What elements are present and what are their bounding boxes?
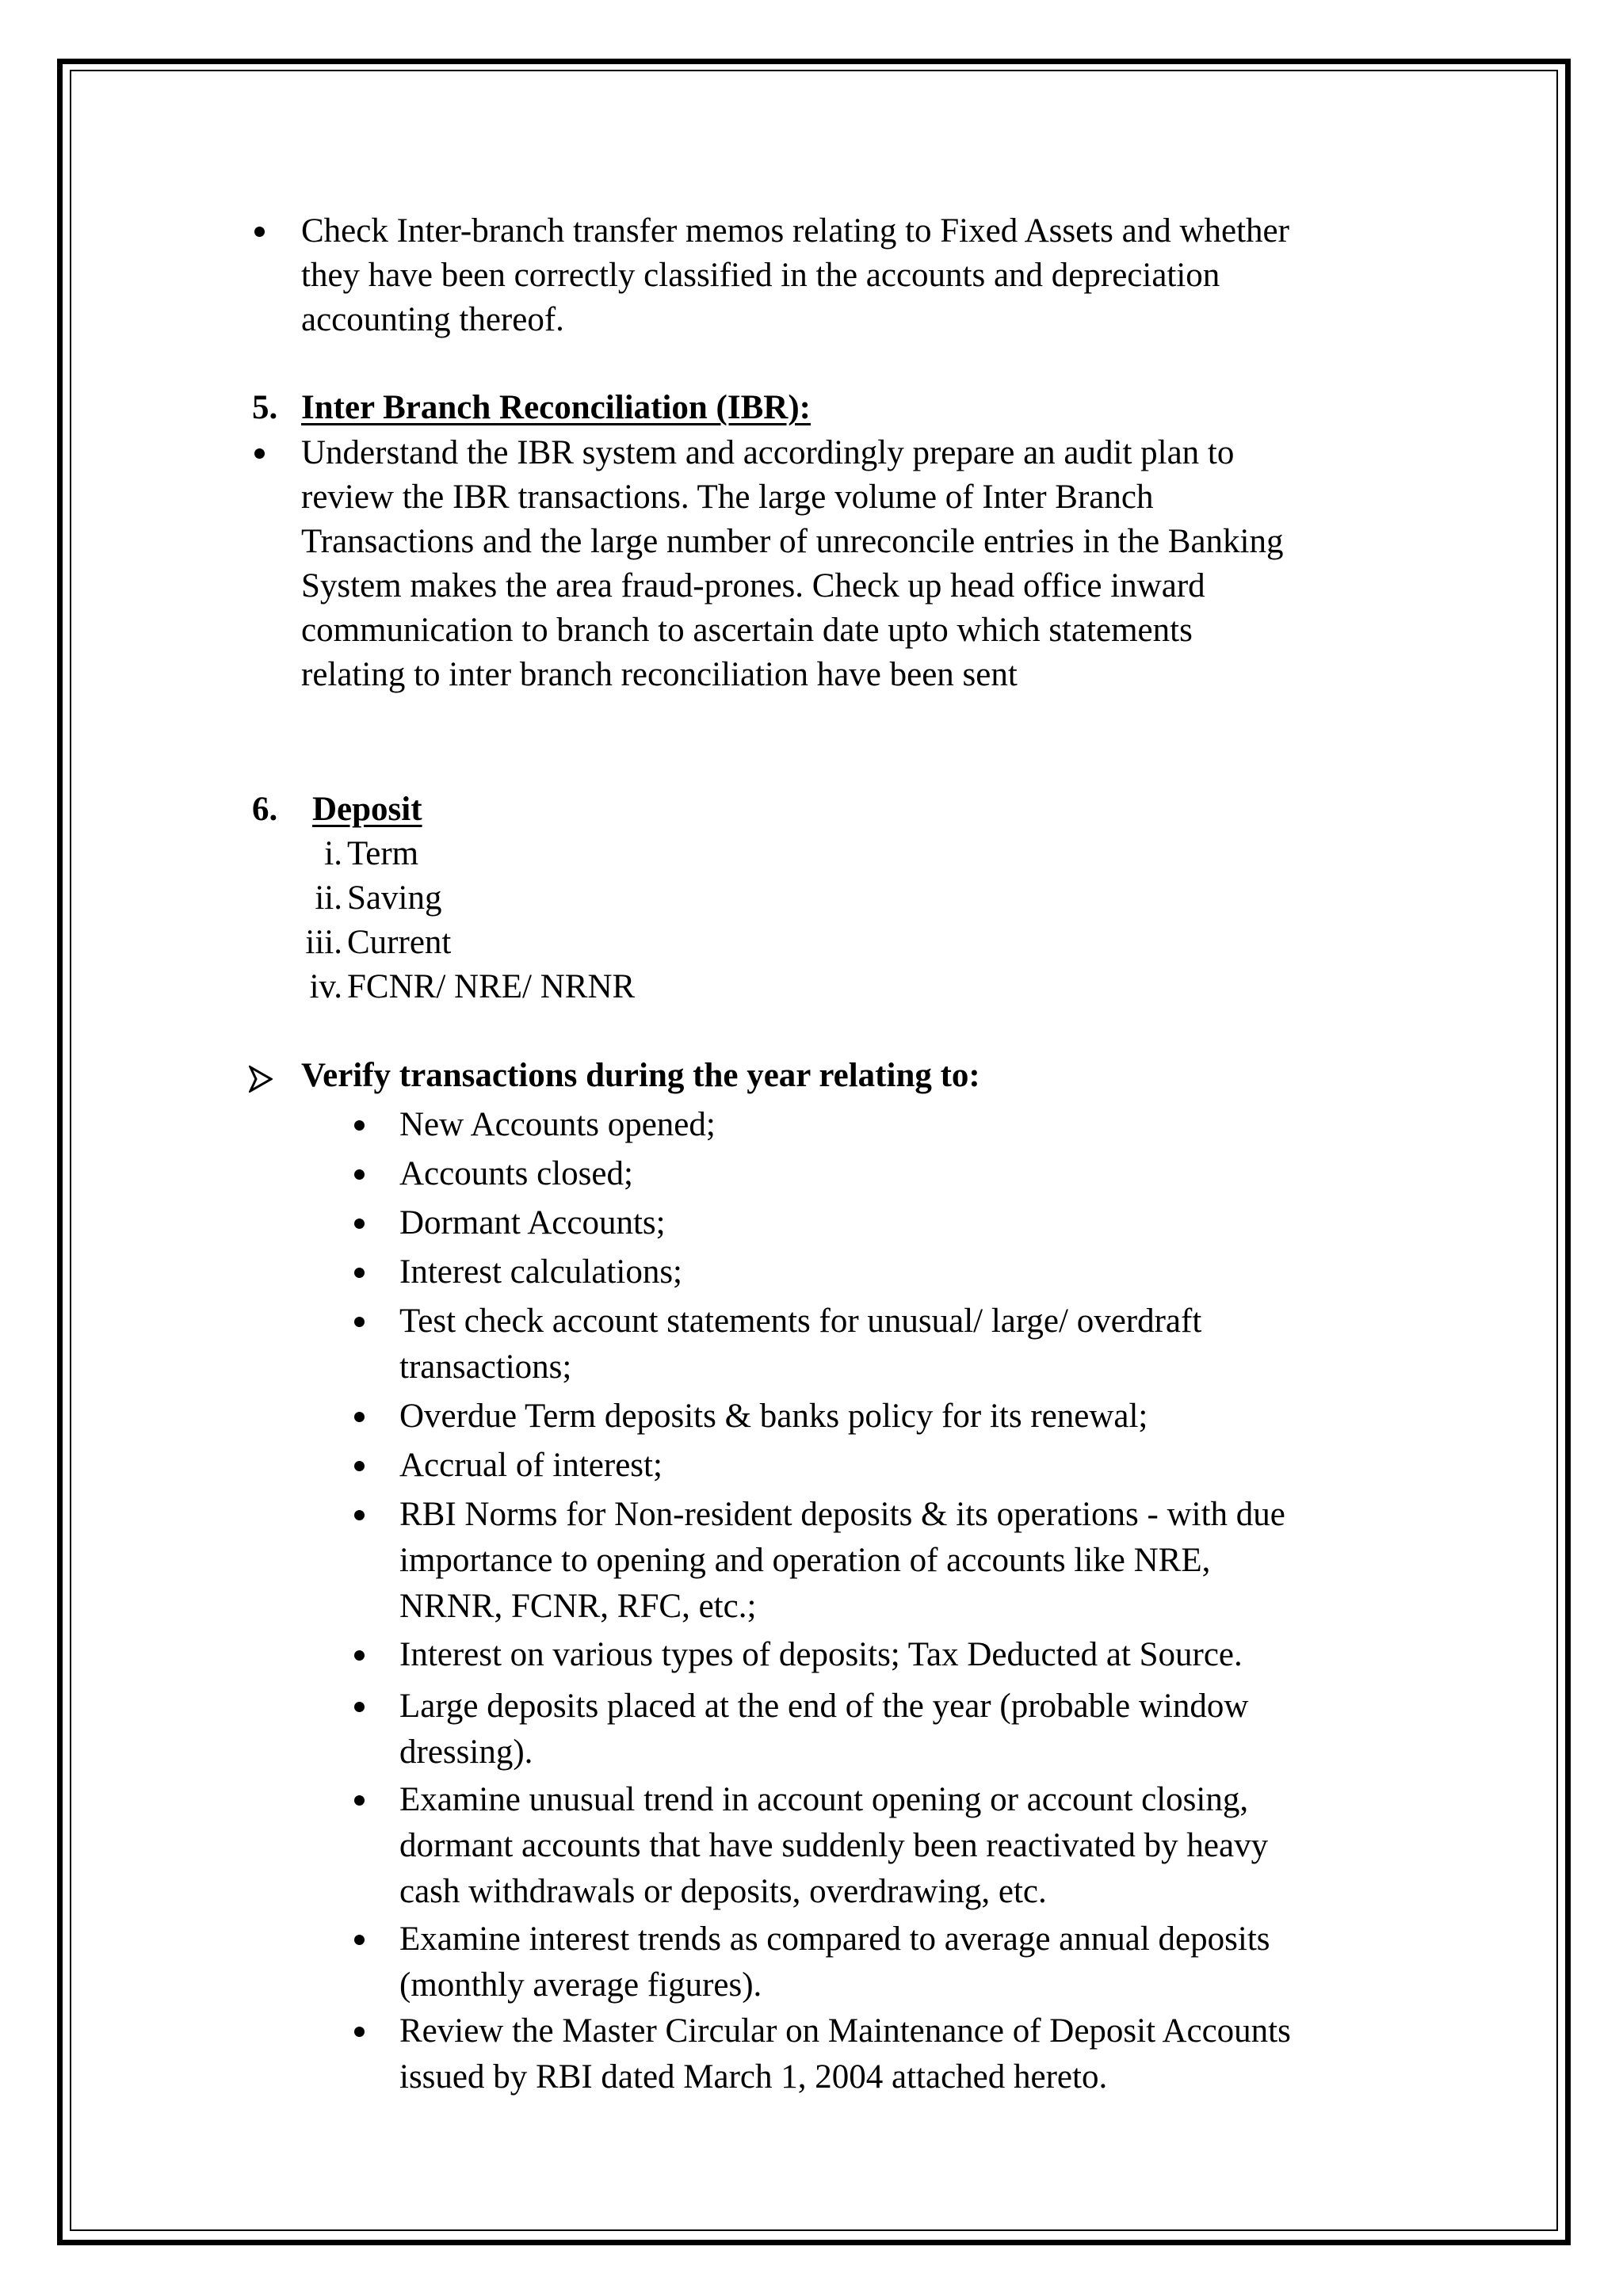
bullet-dot: [354, 1268, 365, 1278]
verify-bullet-line: New Accounts opened;: [399, 1106, 716, 1143]
bullet-dot: [354, 1120, 365, 1131]
verify-bullet-line: RBI Norms for Non-resident deposits & its operations - with due: [399, 1496, 1285, 1533]
verify-bullet-line: dormant accounts that have suddenly been reactivated by heavy: [399, 1827, 1269, 1864]
verify-bullet-line: Accounts closed;: [399, 1155, 633, 1192]
deposit-type: Term: [347, 835, 419, 872]
section6-number: 6.: [252, 791, 278, 828]
verify-bullet-line: Overdue Term deposits & banks policy for its renewal;: [399, 1398, 1148, 1435]
verify-bullet-line: NRNR, FCNR, RFC, etc.;: [399, 1588, 757, 1625]
verify-bullet-line: issued by RBI dated March 1, 2004 attached hereto.: [399, 2058, 1108, 2096]
verify-bullet-line: Dormant Accounts;: [399, 1204, 666, 1241]
roman-numeral: ii.: [315, 879, 342, 917]
roman-numeral: iii.: [305, 924, 342, 961]
bullet-dot: [354, 1461, 365, 1471]
intro-line-2: they have been correctly classified in the accounts and depreciation: [301, 257, 1220, 294]
verify-bullet-line: importance to opening and operation of accounts like NRE,: [399, 1542, 1211, 1579]
section5-line-6: relating to inter branch reconciliation have been sent: [301, 656, 1018, 693]
verify-bullet-line: Review the Master Circular on Maintenance of Deposit Accounts: [399, 2012, 1291, 2050]
bullet-dot: [254, 448, 265, 459]
verify-bullet-line: cash withdrawals or deposits, overdrawing, etc.: [399, 1873, 1047, 1910]
deposit-type: Saving: [347, 879, 442, 917]
section5-number: 5.: [252, 389, 278, 426]
bullet-dot: [354, 1702, 365, 1712]
section5-title: Inter Branch Reconciliation (IBR):: [301, 389, 811, 426]
intro-line-1: Check Inter-branch transfer memos relating to Fixed Assets and whether: [301, 212, 1289, 250]
verify-bullet-line: Test check account statements for unusual/ large/ overdraft: [399, 1302, 1202, 1340]
section5-line-2: review the IBR transactions. The large volume of Inter Branch: [301, 479, 1154, 516]
verify-heading: Verify transactions during the year relating to:: [301, 1057, 980, 1094]
intro-line-3: accounting thereof.: [301, 301, 564, 338]
verify-bullet-line: Examine unusual trend in account opening or account closing,: [399, 1781, 1249, 1818]
bullet-dot: [354, 2027, 365, 2037]
bullet-dot: [354, 1169, 365, 1180]
section5-line-4: System makes the area fraud-prones. Check up head office inward: [301, 567, 1205, 605]
bullet-dot: [354, 1650, 365, 1661]
roman-numeral: iv.: [309, 968, 342, 1005]
verify-bullet-line: (monthly average figures).: [399, 1966, 762, 2004]
bullet-dot: [254, 227, 265, 237]
verify-bullet-line: Large deposits placed at the end of the year (probable window: [399, 1688, 1249, 1725]
section5-line-3: Transactions and the large number of unreconcile entries in the Banking: [301, 523, 1284, 560]
bullet-dot: [354, 1510, 365, 1520]
bullet-dot: [354, 1412, 365, 1422]
bullet-dot: [354, 1219, 365, 1229]
section6-title: Deposit: [312, 791, 422, 828]
verify-bullet-line: Interest calculations;: [399, 1253, 682, 1291]
arrow-bullet-icon: [249, 1054, 273, 1098]
verify-bullet-line: Examine interest trends as compared to average annual deposits: [399, 1920, 1270, 1958]
verify-bullet-line: Interest on various types of deposits; Tax Deducted at Source.: [399, 1636, 1243, 1673]
bullet-dot: [354, 1795, 365, 1806]
roman-numeral: i.: [324, 835, 342, 872]
bullet-dot: [354, 1935, 365, 1945]
deposit-type: FCNR/ NRE/ NRNR: [347, 968, 636, 1005]
verify-bullet-line: Accrual of interest;: [399, 1447, 663, 1484]
deposit-type: Current: [347, 924, 452, 961]
bullet-dot: [354, 1317, 365, 1327]
section5-line-5: communication to branch to ascertain date upto which statements: [301, 612, 1193, 649]
verify-bullet-line: transactions;: [399, 1348, 572, 1386]
section5-line-1: Understand the IBR system and accordingly prepare an audit plan to: [301, 434, 1235, 471]
verify-bullet-line: dressing).: [399, 1733, 533, 1771]
